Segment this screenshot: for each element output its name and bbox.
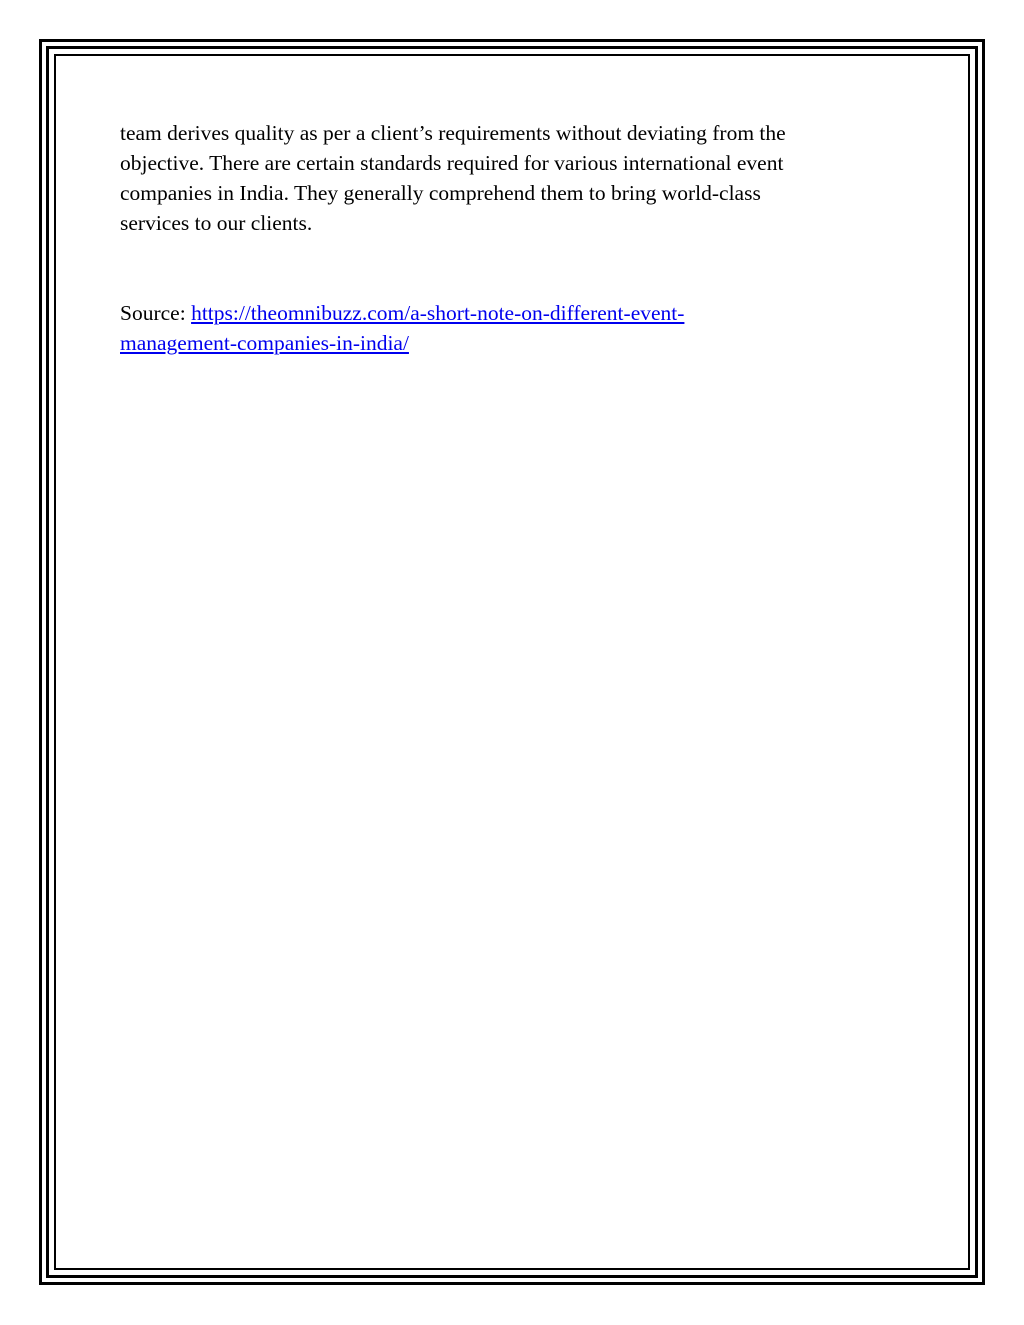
paragraph-line: objective. There are certain standards required for various international event [120, 151, 784, 175]
source-link-line: https://theomnibuzz.com/a-short-note-on-different-event- [191, 301, 685, 325]
page-content [120, 118, 910, 358]
source-link[interactable] [120, 301, 684, 355]
source-link-line: management-companies-in-india/ [120, 331, 409, 355]
paragraph-line: team derives quality as per a client’s requirements without deviating from the [120, 121, 786, 145]
paragraph-line: companies in India. They generally comprehend them to bring world-class [120, 181, 761, 205]
body-paragraph [120, 118, 910, 238]
source-citation [120, 298, 910, 358]
paragraph-line: services to our clients. [120, 211, 313, 235]
source-label: Source: [120, 301, 192, 325]
